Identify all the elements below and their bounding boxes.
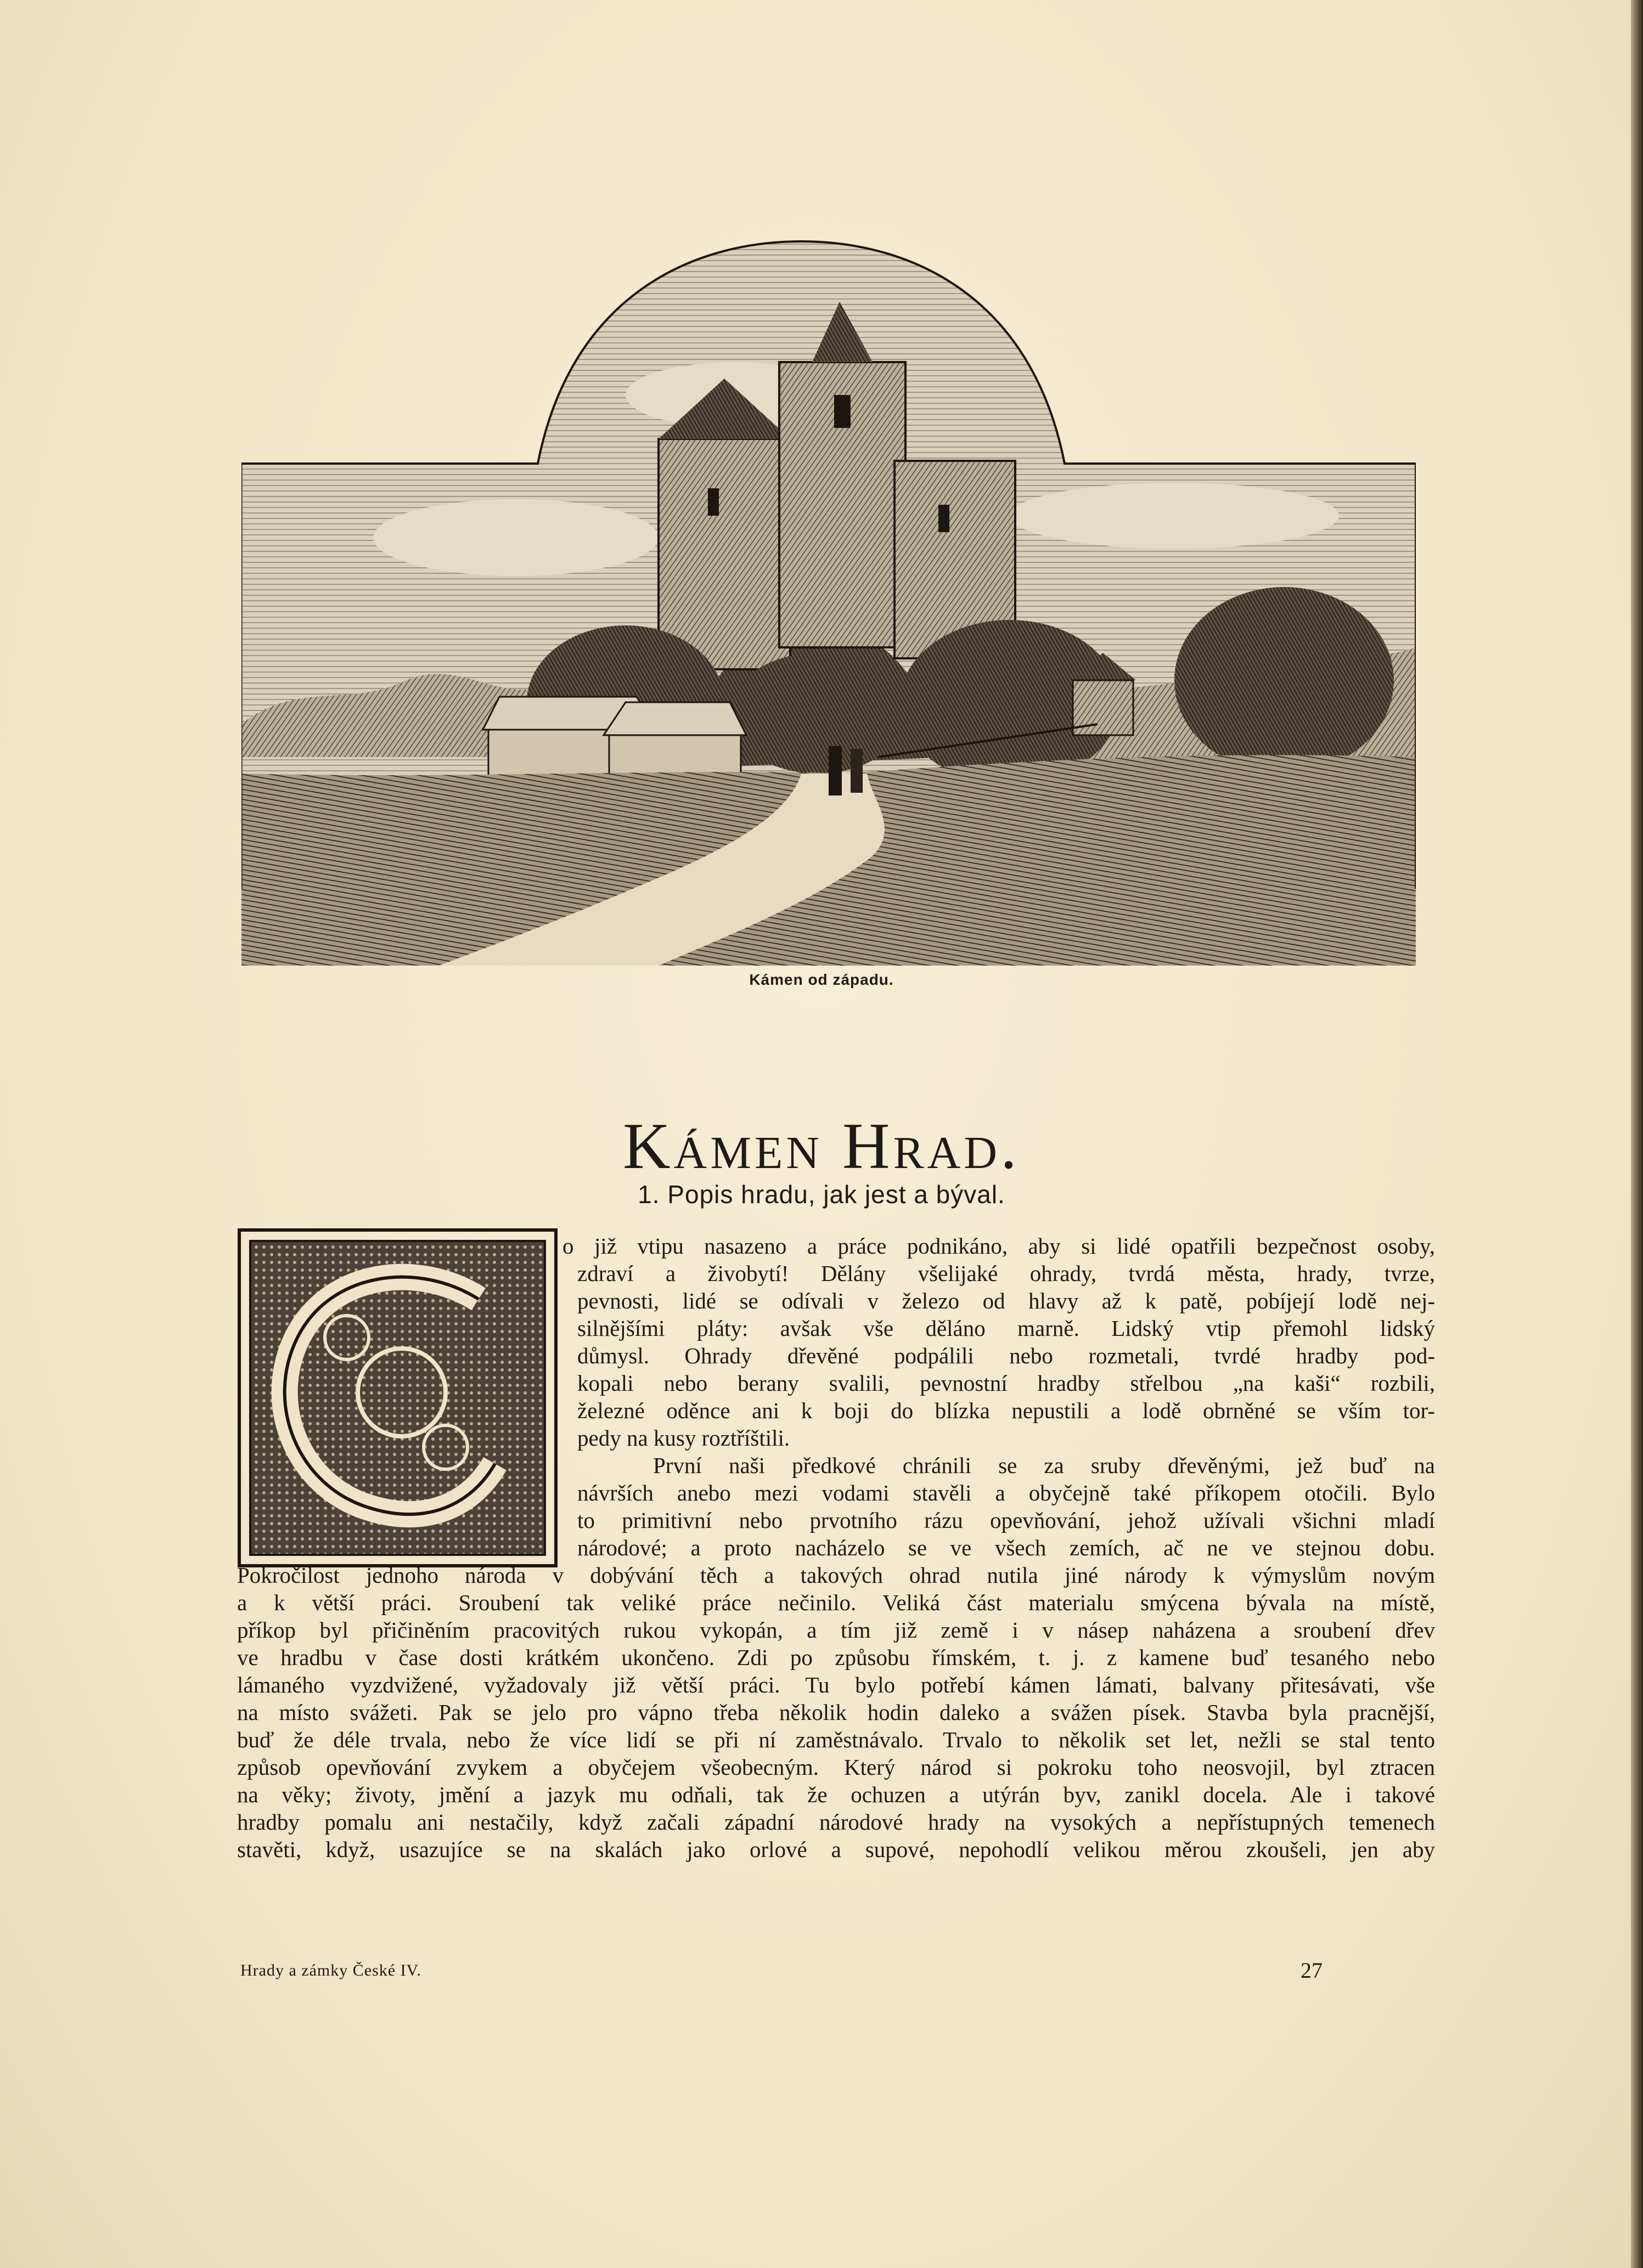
body-line: železné oděnce ani k boji do blízka nepustili a lodě obrněné se vším tor- bbox=[577, 1398, 1435, 1423]
body-line: to primitivní nebo prvotního rázu opevňování, jehož užívali všichni mladí bbox=[577, 1508, 1435, 1533]
ornamental-initial bbox=[237, 1228, 558, 1568]
body-line: na věky; životy, jmění a jazyk mu odňali, tak že ochuzen a utýrán byv, zanikl docela. Ale i takové bbox=[237, 1782, 1435, 1807]
body-line: lámaného vyzdvižené, vyžadovaly již větší práci. Tu bylo potřebí kámen lámati, balvany přitesávati, vše bbox=[237, 1672, 1435, 1697]
body-line: návrších anebo mezi vodami stavěli a obyčejně také příkopem otočili. Bylo bbox=[577, 1480, 1435, 1505]
body-line: příkop byl přičiněním pracovitých rukou vykopán, a tím již země i v násep naházena a sroubení dřev bbox=[237, 1617, 1435, 1643]
page-number: 27 bbox=[1301, 1958, 1323, 1983]
body-line: na místo svážeti. Pak se jelo pro vápno třeba několik hodin daleko a svážen písek. Stavba byla pracnější, bbox=[237, 1700, 1435, 1725]
running-footer: Hrady a zámky České IV. bbox=[240, 1961, 421, 1979]
body-line: a k větší práci. Sroubení tak veliké práce nečinilo. Veliká část materialu smýcena bývala na místě, bbox=[237, 1590, 1435, 1615]
body-line: způsob opevňování zvykem a obyčejem všeobecným. Který národ si pokroku toho neosvojil, byl ztracen bbox=[237, 1754, 1435, 1780]
body-line: kopali nebo berany svalili, pevnostní hradby střelbou „na kaši“ rozbili, bbox=[577, 1370, 1435, 1396]
body-line: zdraví a živobytí! Dělány všelijaké ohrady, tvrdá města, hrady, tvrze, bbox=[577, 1261, 1435, 1286]
body-line: o již vtipu nasazeno a práce podnikáno, aby si lidé opatřili bezpečnost osoby, bbox=[562, 1233, 1435, 1259]
illustration-caption: Kámen od západu. bbox=[749, 971, 894, 988]
body-line: důmysl. Ohrady dřevěné podpálili nebo rozmetali, tvrdé hradby pod- bbox=[577, 1343, 1435, 1368]
body-line: Pokročilost jednoho národa v dobývání těch a takových ohrad nutila jiné národy k výmyslům novým bbox=[237, 1562, 1435, 1588]
body-line: buď že déle trvala, nebo že více lidí se při ní zaměstnávalo. Trvalo to několik set let, nežli se stal tento bbox=[237, 1727, 1435, 1752]
section-heading: 1. Popis hradu, jak jest a býval. bbox=[638, 1180, 1005, 1209]
chapter-title: Kámen Hrad. bbox=[623, 1109, 1020, 1183]
body-line: silnějšími pláty: avšak vše děláno marně. Lidský vtip přemohl lidský bbox=[577, 1316, 1435, 1341]
body-line: národové; a proto nacházelo se ve všech zemích, ač ne ve stejnou dobu. bbox=[577, 1535, 1435, 1560]
body-line: pevnosti, lidé se odívali v železo od hlavy až k patě, pobíjejí lodě nej- bbox=[577, 1288, 1435, 1313]
body-line: První naši předkové chránili se za sruby dřevěnými, jež buď na bbox=[653, 1453, 1435, 1478]
body-line: stavěti, když, usazujíce se na skalách jako orlové a supové, nepohodlí velikou měrou zkoušeli, jen aby bbox=[237, 1837, 1435, 1862]
body-line: pedy na kusy roztříštili. bbox=[577, 1425, 790, 1451]
castle-illustration bbox=[241, 230, 1416, 966]
body-line: hradby pomalu ani nestačily, když začali západní národové hrady na vysokých a nepřístupných temenech bbox=[237, 1809, 1435, 1835]
body-line: ve hradbu v čase dosti krátkém ukončeno. Zdi po způsobu římském, t. j. z kamene buď tesaného nebo bbox=[237, 1645, 1435, 1670]
